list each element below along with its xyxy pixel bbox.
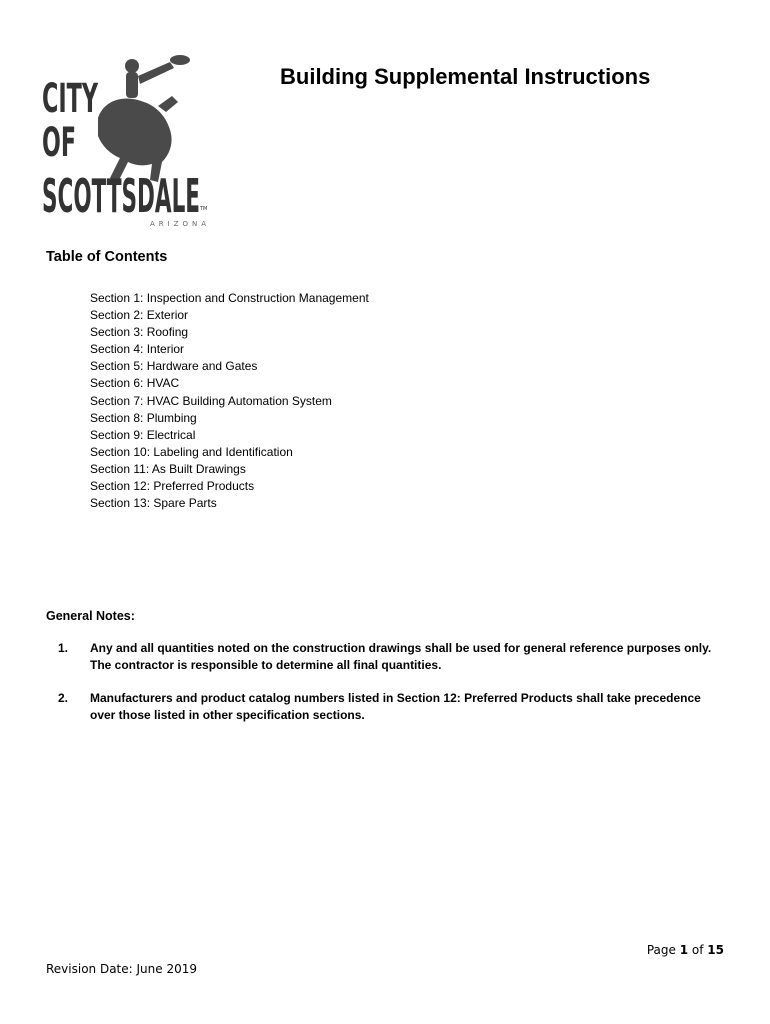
toc-list (90, 290, 369, 512)
note-number: 1. (58, 641, 69, 655)
toc-item: Section 9: Electrical (90, 427, 196, 442)
toc-item: Section 11: As Built Drawings (90, 461, 246, 476)
logo-word-scottsdale: SCOTTSDALE (42, 169, 200, 223)
general-notes-heading: General Notes: (46, 609, 135, 623)
logo-trademark: TM (200, 206, 208, 212)
city-of-scottsdale-logo (40, 50, 220, 230)
toc-item: Section 5: Hardware and Gates (90, 359, 258, 374)
revision-date: Revision Date: June 2019 (46, 962, 197, 976)
page-number (647, 943, 724, 957)
page-label: Page (646, 943, 680, 957)
note-item (58, 690, 728, 724)
page-total: 15 (707, 943, 724, 957)
toc-item: Section 3: Roofing (90, 325, 189, 340)
toc-item: Section 13: Spare Parts (90, 496, 217, 511)
logo-word-state: ARIZONA (150, 220, 211, 228)
toc-item: Section 7: HVAC Building Automation System (90, 393, 332, 408)
toc-item: Section 2: Exterior (90, 308, 189, 323)
toc-item: Section 10: Labeling and Identification (90, 444, 293, 459)
logo-word-of: OF (42, 120, 76, 166)
page-current: 1 (679, 943, 689, 957)
note-item (58, 640, 728, 674)
toc-item: Section 8: Plumbing (90, 410, 197, 425)
document-title: Building Supplemental Instructions (280, 64, 651, 89)
toc-item: Section 6: HVAC (90, 376, 180, 391)
toc-item: Section 1: Inspection and Construction Management (90, 291, 369, 305)
note-text: Any and all quantities noted on the construction drawings shall be used for general reference purposes only. The contractor is responsible to determine all final quantities. (90, 641, 712, 672)
general-notes-list (58, 640, 728, 740)
note-number: 2. (58, 691, 69, 705)
note-text: Manufacturers and product catalog numbers listed in Section 12: Preferred Products shall take precedence over those listed in other specification sections. (90, 691, 701, 722)
toc-item: Section 4: Interior (90, 342, 185, 357)
toc-item: Section 12: Preferred Products (90, 479, 255, 494)
bronco-rider-icon (98, 55, 190, 182)
toc-heading: Table of Contents (46, 249, 168, 265)
page-of-label: of (688, 943, 708, 957)
logo-word-city: CITY (42, 76, 99, 122)
